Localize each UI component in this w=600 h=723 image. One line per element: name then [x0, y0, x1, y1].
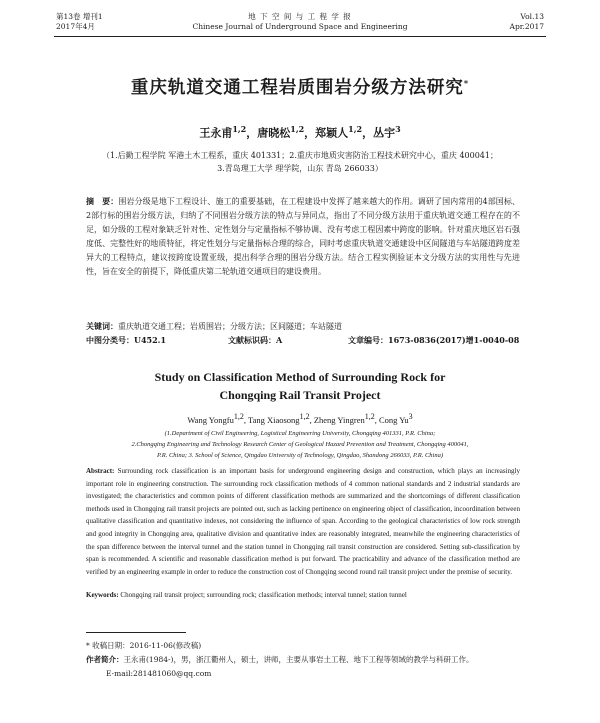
paper-title-en-line: Chongqing Rail Transit Project: [219, 388, 381, 402]
abstract-en-text: Surrounding rock classification is an important basis for underground engineering design and construction, which plays an increasingly important role in engineering construction. The surrounding rock classification methods of 4 common national standards and 2 industrial standards are investigated; the characteristics and common points of different classification methods are summarized and the shortcomings of different classification methods used in Chongqing rail transit projects are pointed out, such as lacking pertinence on engineering object of classification, incoordination between qualitative classification and quantitative indexes, not considering the influence of span. According to the geological characteristics of low rock strength and good integrity in Chongqing area, qualitative division and quantitative index are reasonably integrated, meanwhile the engineering characteristics of the span difference between the interval tunnel and the station tunnel in Chongqing rail transit construction are considered. Setting sub-classification by span is recommended. A scientific and reasonable classification method is put forward. The practicability and advance of the classification method are verified by an engineering example in order to reduce the construction cost of Chongqing second round rail transit project under the premise of security.: [86, 467, 520, 576]
affiliation-cn-line: 3.青岛理工大学 理学院，山东 青岛 266033）: [217, 164, 383, 173]
clc-number: 中图分类号：U452.1: [86, 335, 167, 345]
abstract-en-label: Abstract:: [86, 467, 115, 475]
author-cn: 郑颖人: [315, 126, 349, 140]
affiliation-en-line: P.R. China; 3. School of Science, Qingdao University of Technology, Qingdao, Shandong 266033, P.R. China): [156, 452, 444, 459]
affiliations-cn: [44, 149, 556, 175]
author-cn: 王永甫: [199, 126, 233, 140]
authors-cn: 王永甫$^{1,2}$，唐晓松$^{1,2}$，郑颖人$^{1,2}$，丛宇$^3$: [199, 124, 401, 140]
author-cn-affil: 1,2: [232, 124, 247, 134]
author-cn-affil: 3: [395, 124, 401, 134]
author-cn: 丛宇: [373, 126, 396, 140]
paper-title-en: [0, 368, 600, 404]
author-cn-affil: 1,2: [290, 124, 305, 134]
author-bio-text: 王永甫(1984-)，男，浙江衢州人，硕士，讲师，主要从事岩土工程、地下工程等领域的教学与科研工作。: [123, 655, 474, 664]
received-date: * 收稿日期：2016-11-06(修改稿): [86, 641, 202, 650]
author-en: Wang Yongfu: [187, 414, 234, 425]
header-volume-en: Vol.13: [520, 12, 544, 21]
author-en-affil: 1,2: [233, 412, 244, 421]
affiliation-en-line: 2.Chongqing Engineering and Technology Research Center of Geological Hazard Prevention and Treatment, Chongqing 400041,: [131, 441, 469, 448]
abstract-cn: [86, 195, 520, 278]
header-journal-en: Chinese Journal of Underground Space and Engineering: [192, 22, 408, 31]
paper-title-cn: [0, 74, 600, 99]
abstract-cn-text: 围岩分级是地下工程设计、施工的重要基础，在工程建设中发挥了越来越大的作用。调研了国内常用的4部国标、2部行标的围岩分级方法，归纳了不同围岩分级方法的特点与异同点，指出了不同分级方法用于重庆轨道交通工程存在的不足，如分级的工程对象缺乏针对性、定性划分与定量指标不够协调、没有考虑工程因素中跨度的影响。针对重庆地区岩石强度低、完整性好的地质特征，将定性划分与定量指标合理的综合，同时考虑重庆轨道交通建设中区间隧道与车站隧道跨度差异大的工程特点，建议按跨度设置亚级，提出科学合理的围岩分级方法。结合工程实例验证本文分级方法的实用性与先进性，旨在安全的前提下，降低重庆第二轮轨道交通项目的建设费用。: [86, 197, 520, 276]
header-rule: [54, 36, 546, 37]
document-code: 文献标识码：A: [228, 335, 283, 345]
header-volume-cn: 第13卷 增刊1: [56, 12, 103, 21]
author-email: E-mail:281481060@qq.com: [106, 669, 212, 678]
keywords-en-label: Keywords:: [86, 591, 119, 599]
keywords-en: [86, 590, 520, 601]
author-en: Tang Xiaosong: [247, 414, 300, 425]
abstract-cn-label: 摘 要：: [86, 196, 119, 206]
author-bio: [86, 654, 526, 665]
keywords-cn-label: 关键词：: [86, 321, 118, 331]
affiliation-cn-line: （1.后勤工程学院 军港土木工程系，重庆 401331；2.重庆市地质灾害防治工程技术研究中心，重庆 400041；: [102, 151, 498, 160]
keywords-en-text: Chongqing rail transit project; surrounding rock; classification methods; interval tunnel; station tunnel: [120, 591, 407, 599]
author-en-affil: 3: [408, 412, 413, 421]
paper-title-cn-text: 重庆轨道交通工程岩质围岩分级方法研究: [130, 78, 464, 98]
title-footnote-mark: *: [463, 78, 470, 89]
article-number: 文章编号：1673-0836(2017)增1-0040-08: [348, 335, 520, 345]
header-volume-date-en: [510, 12, 544, 32]
affiliation-en-line: (1.Department of Civil Engineering, Logistical Engineering University, Chongqing 401331, P.R. China;: [164, 430, 436, 437]
author-en: Cong Yu: [378, 414, 409, 425]
author-cn-affil: 1,2: [348, 124, 363, 134]
header-date-cn: 2017年4月: [56, 22, 95, 31]
affiliations-en: [50, 428, 550, 461]
keywords-cn: [86, 321, 520, 332]
author-en: Zheng Yingren: [313, 414, 365, 425]
author-en-affil: 1,2: [364, 412, 375, 421]
footnote-rule: [86, 632, 186, 633]
abstract-en: [86, 465, 520, 578]
keywords-cn-text: 重庆轨道交通工程；岩质围岩；分级方法；区间隧道；车站隧道: [118, 322, 342, 331]
authors-en: Wang Yongfu1,2, Tang Xiaosong1,2, Zheng Yingren1,2, Cong Yu3: [187, 412, 413, 425]
author-bio-label: 作者简介：: [86, 655, 124, 664]
author-cn: 唐晓松: [257, 126, 291, 140]
header-journal-cn: 地 下 空 间 与 工 程 学 报: [248, 12, 352, 21]
header-date-en: Apr.2017: [509, 22, 544, 31]
author-en-affil: 1,2: [299, 412, 310, 421]
paper-title-en-line: Study on Classification Method of Surrounding Rock for: [154, 370, 446, 384]
